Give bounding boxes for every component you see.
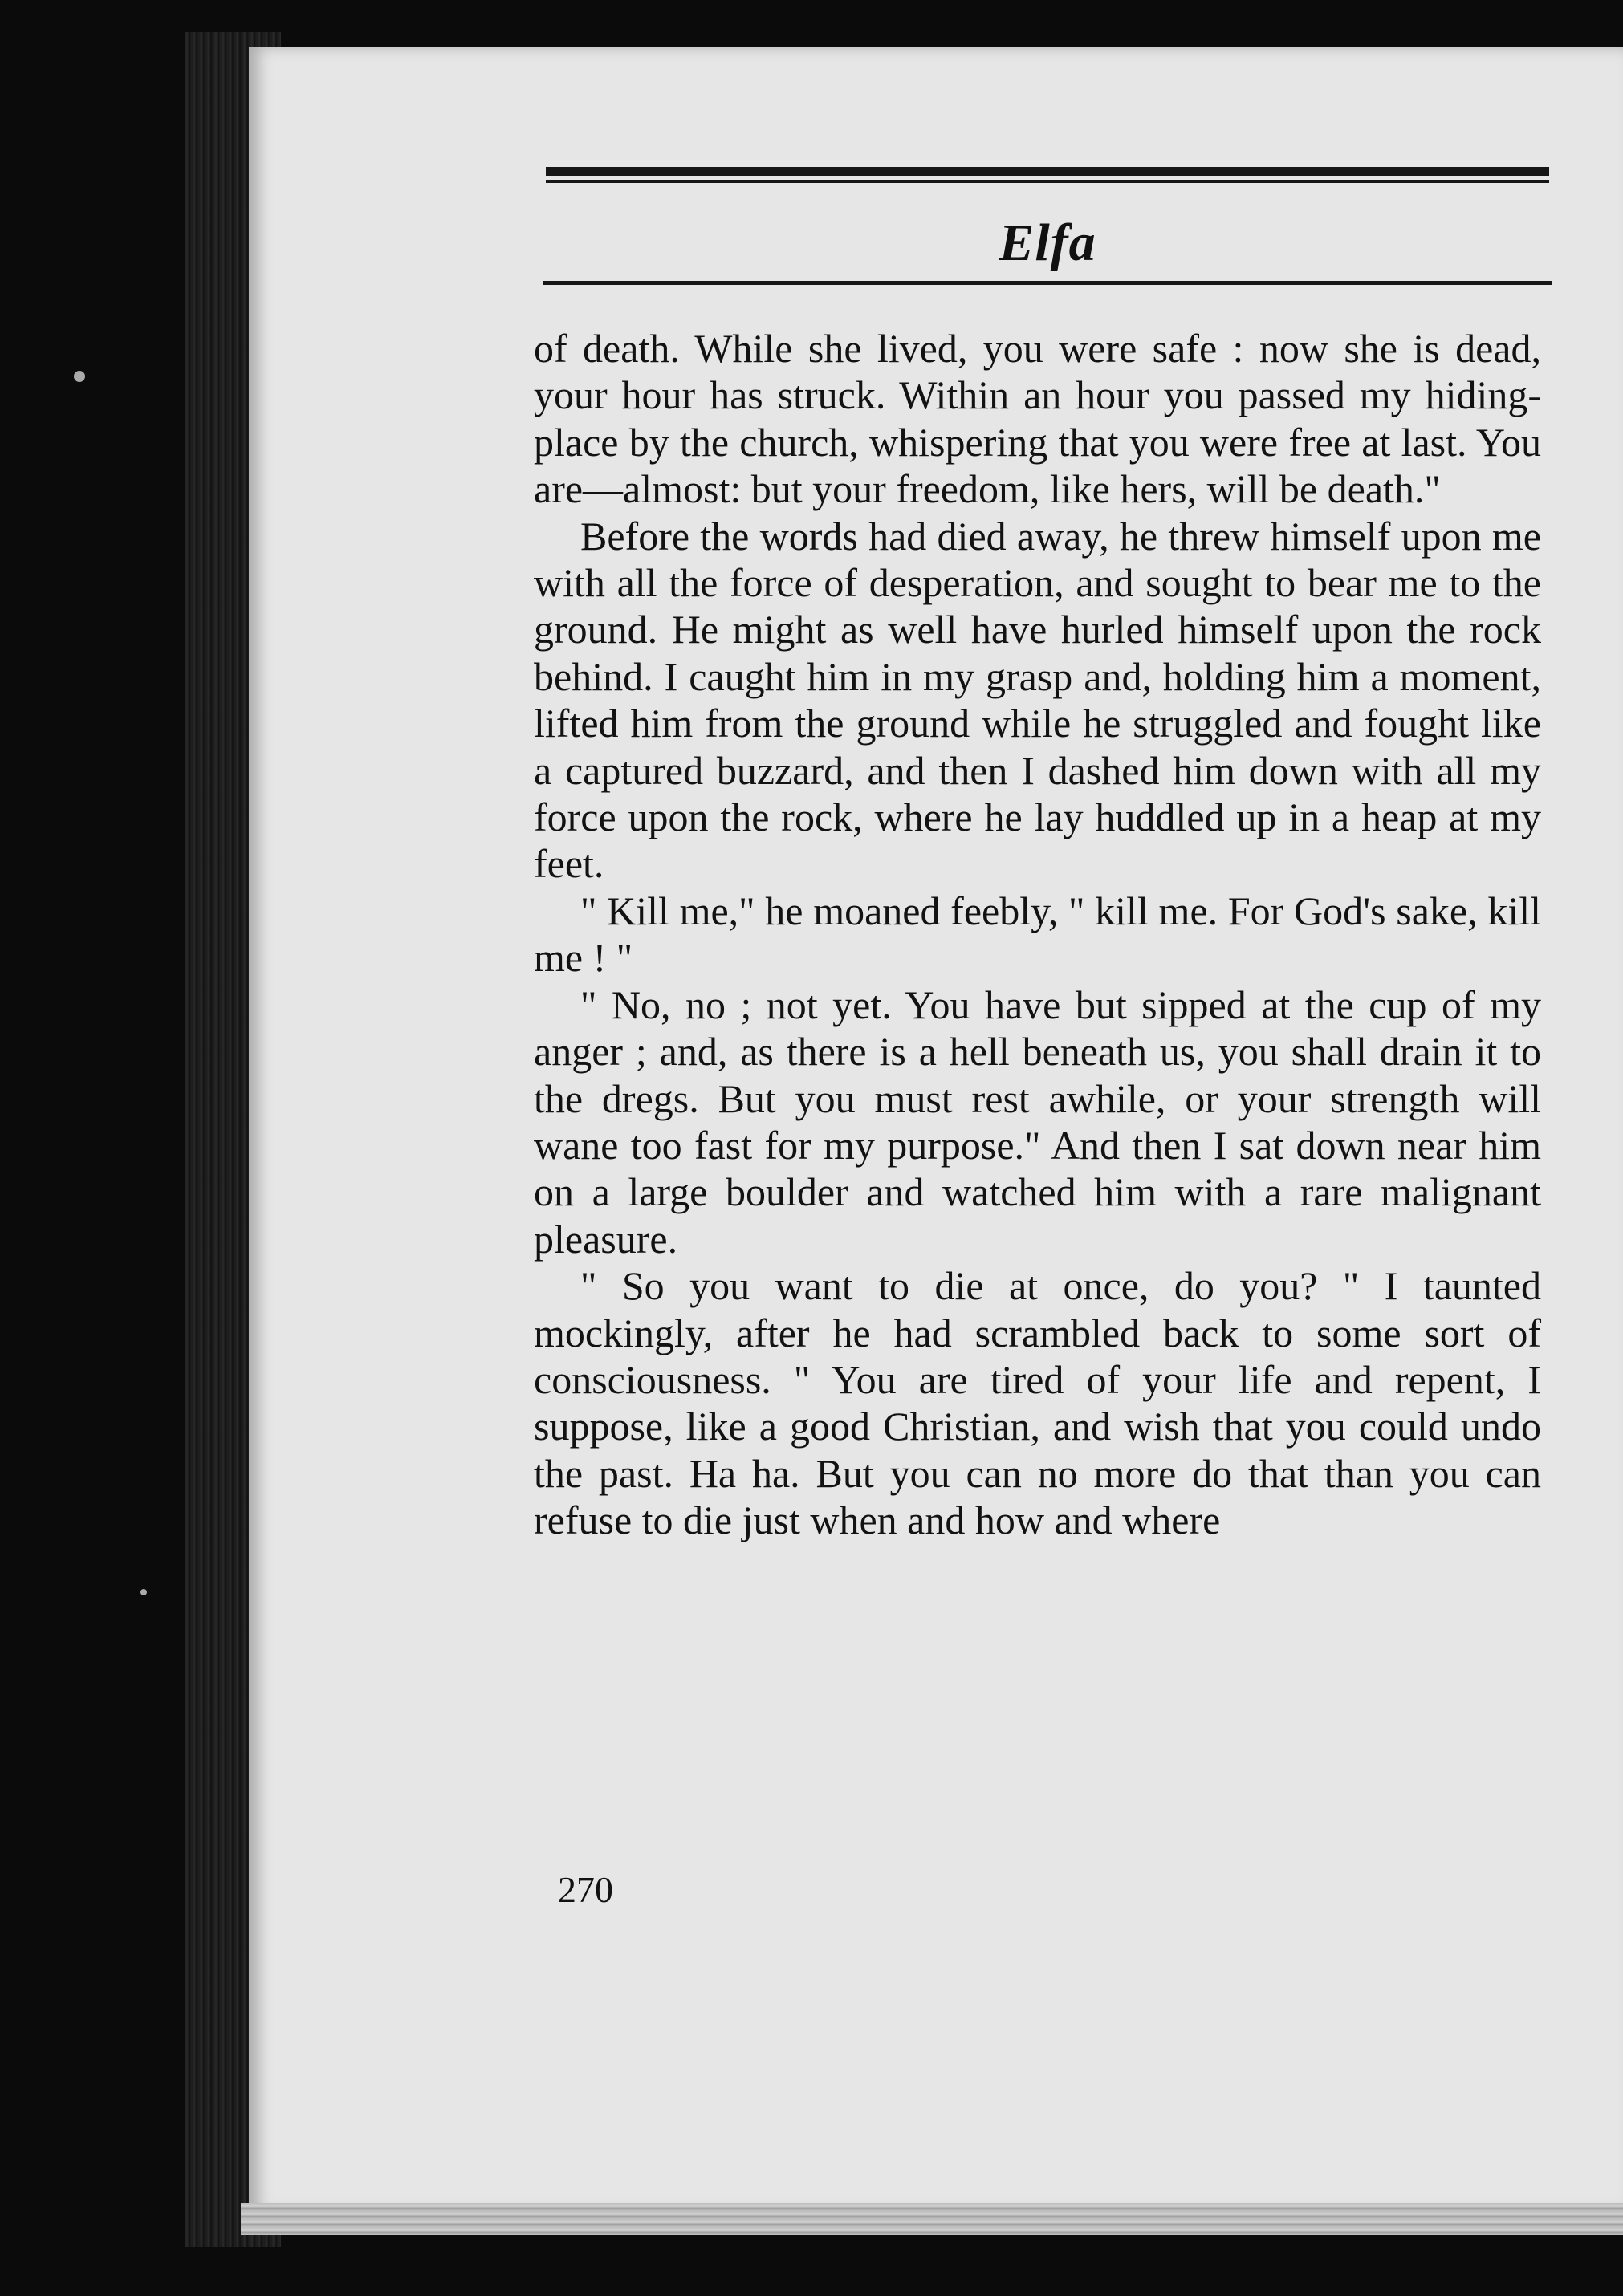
paragraph: " No, no ; not yet. You have but sipped at the cup of my anger ; and, as there is a hell beneath us, you shall drain it to the dregs. But you must rest awhile, or your strength will wane too fast for my purpose." And then I sat down near him on a large boulder and watched him with a rare malignant pleasure. — [534, 981, 1541, 1262]
margin-speck — [74, 371, 85, 382]
running-head: Elfa — [999, 213, 1096, 272]
margin-speck — [140, 1589, 147, 1595]
page-number: 270 — [558, 1869, 613, 1910]
running-head-rule — [543, 281, 1552, 285]
header-double-rule — [546, 167, 1549, 185]
paragraph: " So you want to die at once, do you? " I taunted mockingly, after he had scrambled back to some sort of consciousness. " You are tired of your life and repent, I suppose, like a good Christian, and wish that you could undo the past. Ha ha. But you can no more do that than you can refuse to die just when and how and where — [534, 1263, 1541, 1543]
body-text — [534, 325, 1541, 1544]
paragraph: of death. While she lived, you were safe : now she is dead, your hour has struck. Within an hour you passed my hiding-place by the church, whispering that you were free at last. You are—almost: but your freedom, like hers, will be death." — [534, 326, 1541, 512]
page-bottom-edges — [241, 2203, 1623, 2235]
header-thin-rule — [546, 180, 1549, 183]
paragraph: " Kill me," he moaned feebly, " kill me. For God's sake, kill me ! " — [534, 888, 1541, 981]
header-thick-rule — [546, 167, 1549, 176]
paragraph: Before the words had died away, he threw himself upon me with all the force of desperation, and sought to bear me to the ground. He might as well have hurled himself upon the rock behind. I caught him in my grasp and, holding him a moment, lifted him from the ground while he struggled and fought like a captured buzzard, and then I dashed him down with all my force upon the rock, where he lay huddled up in a heap at my feet. — [534, 513, 1541, 887]
